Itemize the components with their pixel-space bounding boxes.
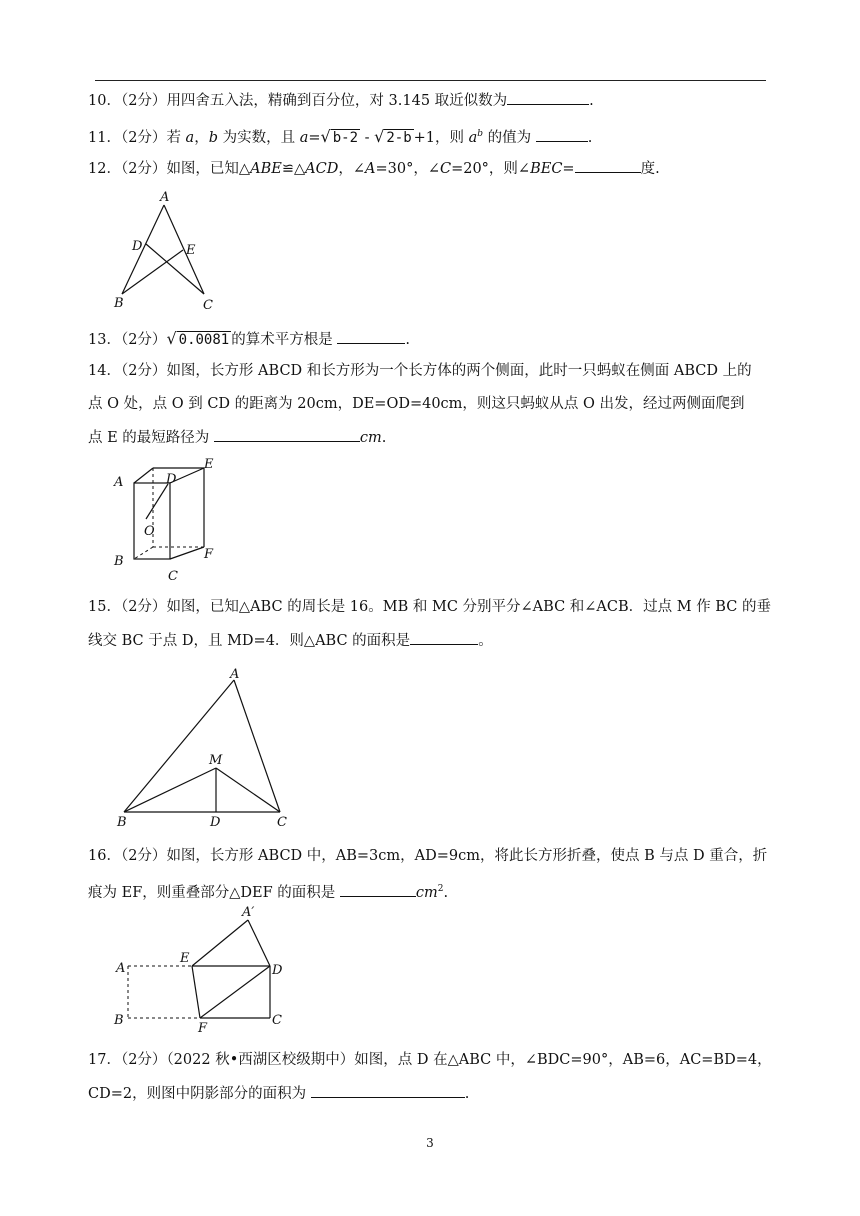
var-a: a: [185, 129, 195, 146]
label-M: M: [209, 753, 223, 768]
q13-end: .: [405, 332, 410, 348]
q17-text: （2022 秋•西湖区校级期中）如图，点 D 在△ABC 中，∠BDC=90°，AB=6，AC=BD=4，: [166, 1052, 772, 1068]
question-13: [88, 329, 410, 350]
label-C: C: [277, 815, 287, 830]
q10-end: .: [589, 93, 594, 109]
label-B: B: [114, 296, 124, 311]
q11-text: 为实数，且: [218, 129, 300, 146]
label-B: B: [114, 554, 124, 569]
label-D: D: [166, 472, 177, 487]
label-D: D: [272, 963, 283, 978]
label-F: F: [204, 547, 214, 562]
q13-text: 的算术平方根是: [231, 332, 338, 348]
q15-end: 。: [478, 633, 493, 649]
var-a: a: [299, 129, 309, 146]
q12-text: =20°，则∠: [451, 161, 531, 177]
q15-figure: [108, 660, 308, 830]
q16-superscript: 2: [437, 884, 444, 894]
exponent-b: b: [477, 129, 484, 139]
q17-text: CD=2，则图中阴影部分的面积为: [88, 1086, 311, 1102]
q11-text: 的值为: [483, 129, 536, 146]
q16-end: .: [443, 884, 449, 901]
question-16-line-1: [88, 846, 767, 866]
q11-text: =: [308, 129, 321, 146]
q16-text: 痕为 EF，则重叠部分△DEF 的面积是: [88, 884, 340, 901]
q10-answer-blank: [507, 90, 589, 105]
label-A-prime: A′: [242, 905, 255, 920]
q16-answer-blank: [340, 882, 416, 897]
q11-text: -: [360, 129, 375, 146]
label-B: B: [114, 1013, 124, 1028]
question-15-line-1: [88, 597, 771, 617]
q15-text: 线交 BC 于点 D，且 MD=4．则△ABC 的面积是: [88, 633, 411, 649]
q11-radicand-2: 2-b: [386, 129, 412, 146]
sqrt-icon: √: [374, 126, 385, 146]
q11-end: .: [587, 129, 593, 146]
q14-end: .: [381, 430, 387, 446]
q12-var: ACD: [305, 161, 339, 177]
question-17-line-2: [88, 1083, 469, 1104]
label-F: F: [198, 1021, 208, 1036]
q17-answer-blank: [311, 1083, 465, 1098]
q16-unit: cm: [415, 884, 438, 901]
label-D: D: [210, 815, 221, 830]
q11-answer-blank: [536, 127, 588, 142]
label-D: D: [132, 239, 143, 254]
q12-text: ，∠: [338, 161, 365, 177]
q12-number: 12．（2分）: [88, 161, 167, 177]
header-rule: [95, 80, 766, 81]
q11-text: +1，则: [413, 129, 469, 146]
q14-text: 点 O 处，点 O 到 CD 的距离为 20cm，DE=OD=40cm，则这只蚂蚁从点 O 出发，经过两侧面爬到: [88, 396, 745, 412]
q15-number: 15．（2分）: [88, 599, 167, 615]
q16-number: 16．（2分）: [88, 848, 167, 864]
q12-var: C: [439, 161, 452, 177]
label-A: A: [230, 667, 240, 682]
q14-unit: cm: [359, 430, 382, 446]
q11-text: 若: [166, 129, 186, 146]
q13-number: 13．（2分）: [88, 332, 167, 348]
q16-text: 如图，长方形 ABCD 中，AB=3cm，AD=9cm，将此长方形折叠，使点 B 与点 D 重合，折: [166, 848, 768, 864]
q14-answer-blank: [214, 427, 360, 442]
q16-figure: [108, 904, 308, 1036]
label-E: E: [204, 457, 214, 472]
page-number: 3: [426, 1136, 434, 1150]
question-17-line-1: [88, 1050, 772, 1070]
q13-radicand: 0.0081: [178, 332, 230, 348]
q14-figure: [108, 455, 228, 587]
q11-number: 11．（2分）: [88, 129, 167, 146]
q10-number: 10．（2分）: [88, 93, 167, 109]
q12-answer-blank: [575, 158, 641, 173]
q12-figure: [108, 188, 228, 314]
q12-text: ≌△: [281, 161, 306, 177]
label-A: A: [160, 190, 170, 205]
label-B: B: [117, 815, 127, 830]
q12-end: 度.: [640, 161, 660, 177]
label-O: O: [144, 524, 155, 539]
question-16-line-2: [88, 879, 448, 903]
q17-end: .: [464, 1086, 470, 1102]
q14-text: 如图，长方形 ABCD 和长方形为一个长方体的两个侧面，此时一只蚂蚁在侧面 ABCD 上的: [166, 363, 752, 379]
label-C: C: [168, 569, 178, 584]
question-10: [88, 90, 594, 111]
label-A: A: [114, 475, 124, 490]
label-C: C: [272, 1013, 282, 1028]
q12-var: ABE: [250, 161, 282, 177]
q14-text: 点 E 的最短路径为: [88, 430, 214, 446]
question-12: [88, 158, 660, 179]
question-14-line-2: [88, 394, 745, 414]
q12-text: 如图，已知△: [166, 161, 251, 177]
q17-number: 17．（2分）: [88, 1052, 167, 1068]
q12-var: A: [364, 161, 376, 177]
q15-answer-blank: [410, 630, 478, 645]
q10-text: 用四舍五入法，精确到百分位，对 3.145 取近似数为: [166, 93, 508, 109]
question-14-line-3: [88, 427, 386, 448]
label-A: A: [116, 961, 126, 976]
q15-text: 如图，已知△ABC 的周长是 16。MB 和 MC 分别平分∠ABC 和∠ACB．过点 M 作 BC 的垂: [166, 599, 771, 615]
question-14-line-1: [88, 361, 752, 381]
q11-text: ，: [194, 129, 209, 146]
sqrt-icon: √: [166, 329, 177, 348]
var-b: b: [208, 129, 218, 146]
question-11: [88, 124, 592, 148]
var-a: a: [468, 129, 478, 146]
label-E: E: [180, 951, 190, 966]
q11-radicand-1: b-2: [332, 129, 359, 146]
q13-answer-blank: [337, 329, 405, 344]
q12-text: =30°，∠: [375, 161, 440, 177]
question-15-line-2: [88, 630, 493, 651]
label-C: C: [203, 298, 213, 313]
q14-number: 14．（2分）: [88, 363, 167, 379]
label-E: E: [186, 243, 196, 258]
sqrt-icon: √: [320, 126, 331, 146]
q12-var: BEC: [530, 161, 563, 177]
q12-text: =: [562, 161, 575, 177]
